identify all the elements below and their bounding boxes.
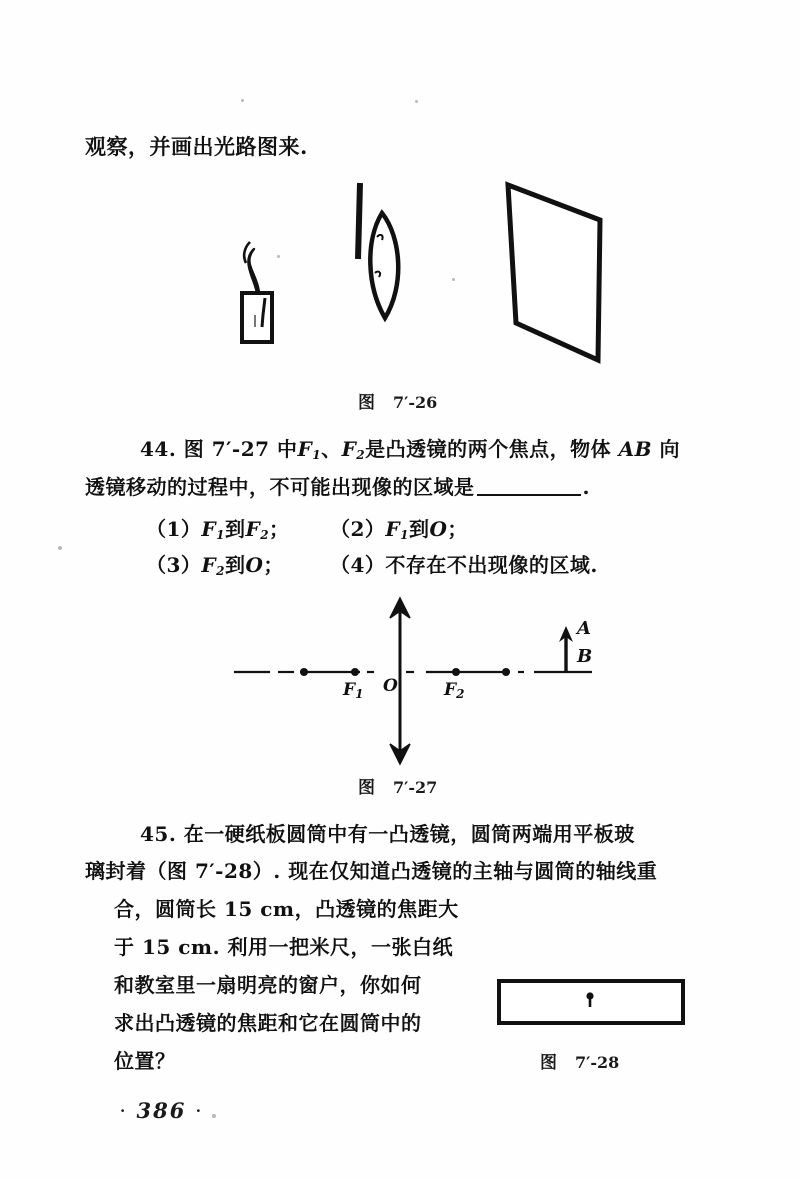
problem-44-text-b: 是凸透镜的两个焦点，物体 [365, 437, 612, 461]
option-symbol-2: O [245, 553, 264, 577]
label-f-left-sub: 1 [355, 687, 364, 701]
axis-point-focus-right [452, 668, 460, 676]
problem-45-text-1: 在一硬纸板圆筒中有一凸透镜，圆筒两端用平板玻 [183, 822, 635, 846]
problem-44-option-1 [146, 513, 290, 542]
figure-tag: 7′-26 [393, 393, 438, 412]
problem-44-number: 44. [140, 437, 177, 461]
intro-text: 观察，并画出光路图来. [85, 134, 308, 159]
option-symbol-1: F [385, 517, 401, 541]
figure-7p-26-drawing [215, 175, 635, 380]
option-marker: （1） [146, 517, 202, 541]
lens-stand-icon [358, 183, 360, 259]
folio-dot-right: · [195, 1101, 203, 1120]
figure-tag: 7′-28 [575, 1053, 620, 1072]
option-marker: （4） [330, 553, 386, 577]
problem-45-line-1 [140, 818, 635, 847]
figure-label: 图 [358, 393, 375, 413]
label-object-b: B [577, 646, 593, 667]
option-marker: （3） [146, 553, 202, 577]
axis-point-left-outer [300, 668, 308, 676]
symbol-separator: 、 [321, 437, 342, 461]
option-mid: 到 [224, 517, 246, 541]
problem-44-option-2 [330, 513, 468, 542]
scan-speck [58, 546, 62, 550]
problem-44-option-4 [330, 549, 598, 578]
problem-44-option-3 [146, 549, 284, 578]
figure-label: 图 [358, 778, 375, 798]
symbol-f2-sub: 2 [356, 448, 366, 462]
option-symbol-2-sub: 2 [260, 528, 270, 542]
folio-number: 386 [136, 1098, 187, 1123]
scan-speck [241, 99, 244, 102]
option-tail: ； [263, 553, 284, 577]
problem-44-text-c: 向 [659, 437, 680, 461]
symbol-f1: F [297, 437, 313, 461]
figure-7p-27-caption [358, 773, 437, 798]
answer-blank[interactable] [477, 494, 581, 496]
option-mid: 到 [224, 553, 246, 577]
problem-44-line-2 [85, 471, 590, 500]
figure-7p-26 [215, 175, 635, 380]
scan-speck [415, 100, 418, 103]
option-text: 不存在不出现像的区域. [385, 553, 598, 577]
option-symbol-1-sub: 1 [400, 528, 409, 542]
option-mid: 到 [408, 517, 430, 541]
problem-45-line-6: 求出凸透镜的焦距和它在圆筒中的 [114, 1011, 422, 1035]
symbol-f1-sub: 1 [312, 448, 322, 462]
problem-45-line-3: 合，圆筒长 15 cm，凸透镜的焦距大 [114, 897, 459, 921]
figure-7p-28-drawing [495, 975, 690, 1035]
label-focus-left [343, 680, 363, 701]
option-marker: （2） [330, 517, 386, 541]
figure-7p-28 [495, 975, 690, 1035]
problem-45-line-7: 位置？ [114, 1049, 176, 1073]
problem-44-text-d: 透镜移动的过程中，不可能出现像的区域是 [85, 475, 475, 499]
problem-45-line-4: 于 15 cm. 利用一把米尺，一张白纸 [114, 935, 454, 959]
option-symbol-1-sub: 2 [216, 564, 225, 578]
label-f-right-sub: 2 [456, 687, 465, 701]
axis-point-right-outer [502, 668, 510, 676]
option-symbol-1: F [201, 517, 217, 541]
figure-tag: 7′-27 [393, 778, 438, 797]
scan-speck [212, 1114, 216, 1118]
axis-point-focus-left [351, 668, 359, 676]
figure-7p-28-caption [540, 1048, 619, 1073]
option-tail: ； [269, 517, 290, 541]
problem-45-number: 45. [140, 822, 177, 846]
folio-dot-left: · [120, 1101, 128, 1120]
problem-45-line-2: 璃封着（图 7′-28）. 现在仅知道凸透镜的主轴与圆筒的轴线重 [85, 859, 658, 883]
label-object-a: A [577, 618, 591, 639]
figure-7p-27 [200, 592, 620, 772]
label-origin: O [383, 676, 398, 696]
converging-lens-icon [370, 213, 398, 318]
candle-icon [242, 242, 272, 342]
figure-7p-27-drawing [200, 592, 620, 772]
option-symbol-1-sub: 1 [216, 528, 225, 542]
symbol-f2: F [341, 437, 357, 461]
screen-icon [508, 185, 600, 360]
problem-44-text-a: 图 7′-27 中 [183, 437, 298, 461]
option-symbol-2: F [245, 517, 261, 541]
option-symbol-1: F [201, 553, 217, 577]
label-focus-right [444, 680, 464, 701]
option-symbol-2: O [429, 517, 448, 541]
option-tail: ； [447, 517, 468, 541]
object-ab-arrow [559, 626, 573, 672]
problem-44-line-1 [140, 433, 680, 462]
label-f-left: F [343, 680, 356, 700]
label-f-right: F [444, 680, 457, 700]
symbol-ab: AB [618, 437, 653, 461]
problem-44-period: . [582, 475, 590, 499]
problem-45-line-5: 和教室里一扇明亮的窗户，你如何 [114, 973, 422, 997]
page-number [120, 1098, 203, 1123]
figure-7p-26-caption [358, 388, 437, 413]
figure-label: 图 [540, 1053, 557, 1073]
